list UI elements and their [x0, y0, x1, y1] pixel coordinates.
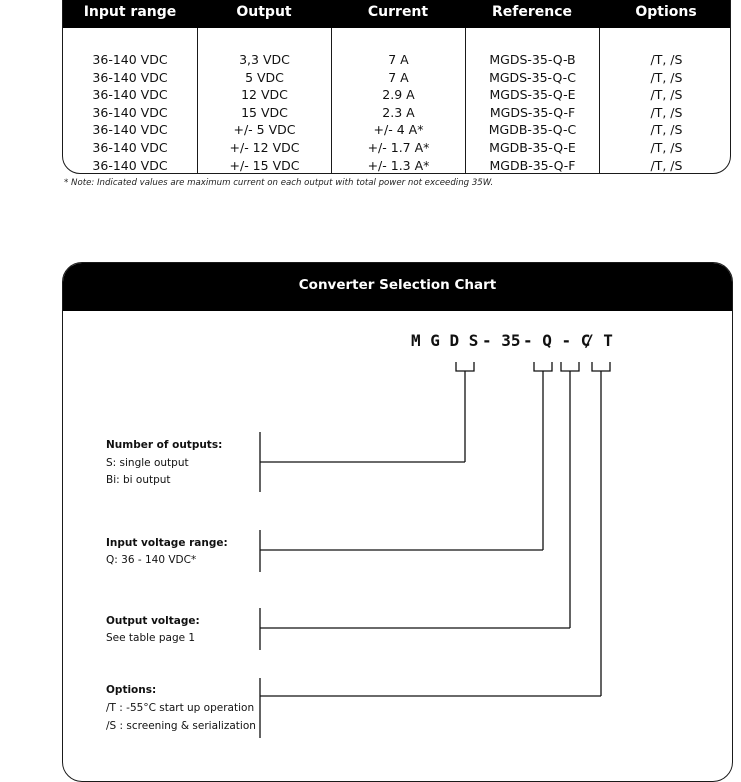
- selection-chart-title: Converter Selection Chart: [298, 277, 497, 293]
- table-cell: MGDS-35-Q-C: [489, 69, 576, 85]
- header-current: Current: [367, 4, 429, 20]
- table-cell: 36-140 VDC: [92, 139, 168, 155]
- table-cell: 36-140 VDC: [92, 87, 168, 103]
- table-cell: /T, /S: [650, 157, 683, 173]
- output-voltage-note: See table page 1: [106, 632, 196, 644]
- code-segment-model: M G D S: [411, 331, 479, 350]
- code-segment-voltage: - Q - C: [523, 331, 591, 350]
- table-cell: 2.9 A: [382, 87, 415, 103]
- table-cell: +/- 4 A*: [373, 122, 424, 138]
- table-cell: 36-140 VDC: [92, 122, 168, 138]
- table-cell: /T, /S: [650, 104, 683, 120]
- table-cell: 7 A: [388, 52, 409, 67]
- table-cell: 15 VDC: [241, 104, 288, 120]
- option-s: /S : screening & serialization: [106, 720, 256, 732]
- table-cell: MGDB-35-Q-F: [489, 157, 576, 173]
- table-cell: /T, /S: [650, 122, 683, 138]
- table-cell: MGDB-35-Q-C: [488, 122, 577, 138]
- bracket-options: [592, 362, 610, 371]
- option-t: /T : -55°C start up operation: [106, 702, 255, 714]
- input-voltage-title: Input voltage range:: [106, 537, 228, 549]
- outputs-option-single: S: single output: [106, 457, 189, 469]
- table-cell: 7 A: [388, 69, 409, 85]
- table-cell: 2.3 A: [382, 104, 415, 120]
- table-cell: 3,3 VDC: [239, 52, 290, 67]
- bracket-output-voltage: [561, 362, 579, 371]
- header-input-range: Input range: [83, 4, 177, 20]
- table-cell: +/- 15 VDC: [229, 157, 300, 173]
- table-cell: /T, /S: [650, 69, 683, 85]
- table-cell: /T, /S: [650, 139, 683, 155]
- outputs-option-bi: Bi: bi output: [106, 474, 171, 486]
- table-cell: MGDB-35-Q-E: [489, 139, 576, 155]
- table-cell: +/- 1.7 A*: [367, 139, 430, 155]
- table-cell: 36-140 VDC: [92, 69, 168, 85]
- output-voltage-title: Output voltage:: [106, 615, 200, 627]
- table-cell: +/- 12 VDC: [229, 139, 300, 155]
- table-cell: /T, /S: [650, 52, 683, 67]
- table-footnote: * Note: Indicated values are maximum current on each output with total power not exceeding 35W.: [64, 178, 494, 188]
- code-segment-options: / T: [584, 331, 613, 350]
- bracket-outputs: [456, 362, 474, 371]
- table-cell: MGDS-35-Q-E: [489, 87, 576, 103]
- table-cell: MGDS-35-Q-F: [489, 104, 576, 120]
- table-cell: 36-140 VDC: [92, 157, 168, 173]
- table-cell: +/- 1.3 A*: [367, 157, 430, 173]
- table-cell: 12 VDC: [241, 87, 288, 103]
- header-output: Output: [236, 4, 292, 20]
- input-voltage-option: Q: 36 - 140 VDC*: [106, 554, 197, 566]
- options-title: Options:: [106, 684, 157, 696]
- table-cell: 36-140 VDC: [92, 104, 168, 120]
- table-cell: +/- 5 VDC: [233, 122, 296, 138]
- header-options: Options: [635, 4, 697, 20]
- bracket-input: [534, 362, 552, 371]
- code-segment-power: - 35: [482, 331, 521, 350]
- outputs-title: Number of outputs:: [106, 439, 223, 451]
- table-cell: /T, /S: [650, 87, 683, 103]
- header-reference: Reference: [491, 4, 573, 20]
- table-cell: 36-140 VDC: [92, 52, 168, 67]
- table-cell: 5 VDC: [245, 69, 284, 85]
- table-cell: MGDS-35-Q-B: [489, 52, 576, 67]
